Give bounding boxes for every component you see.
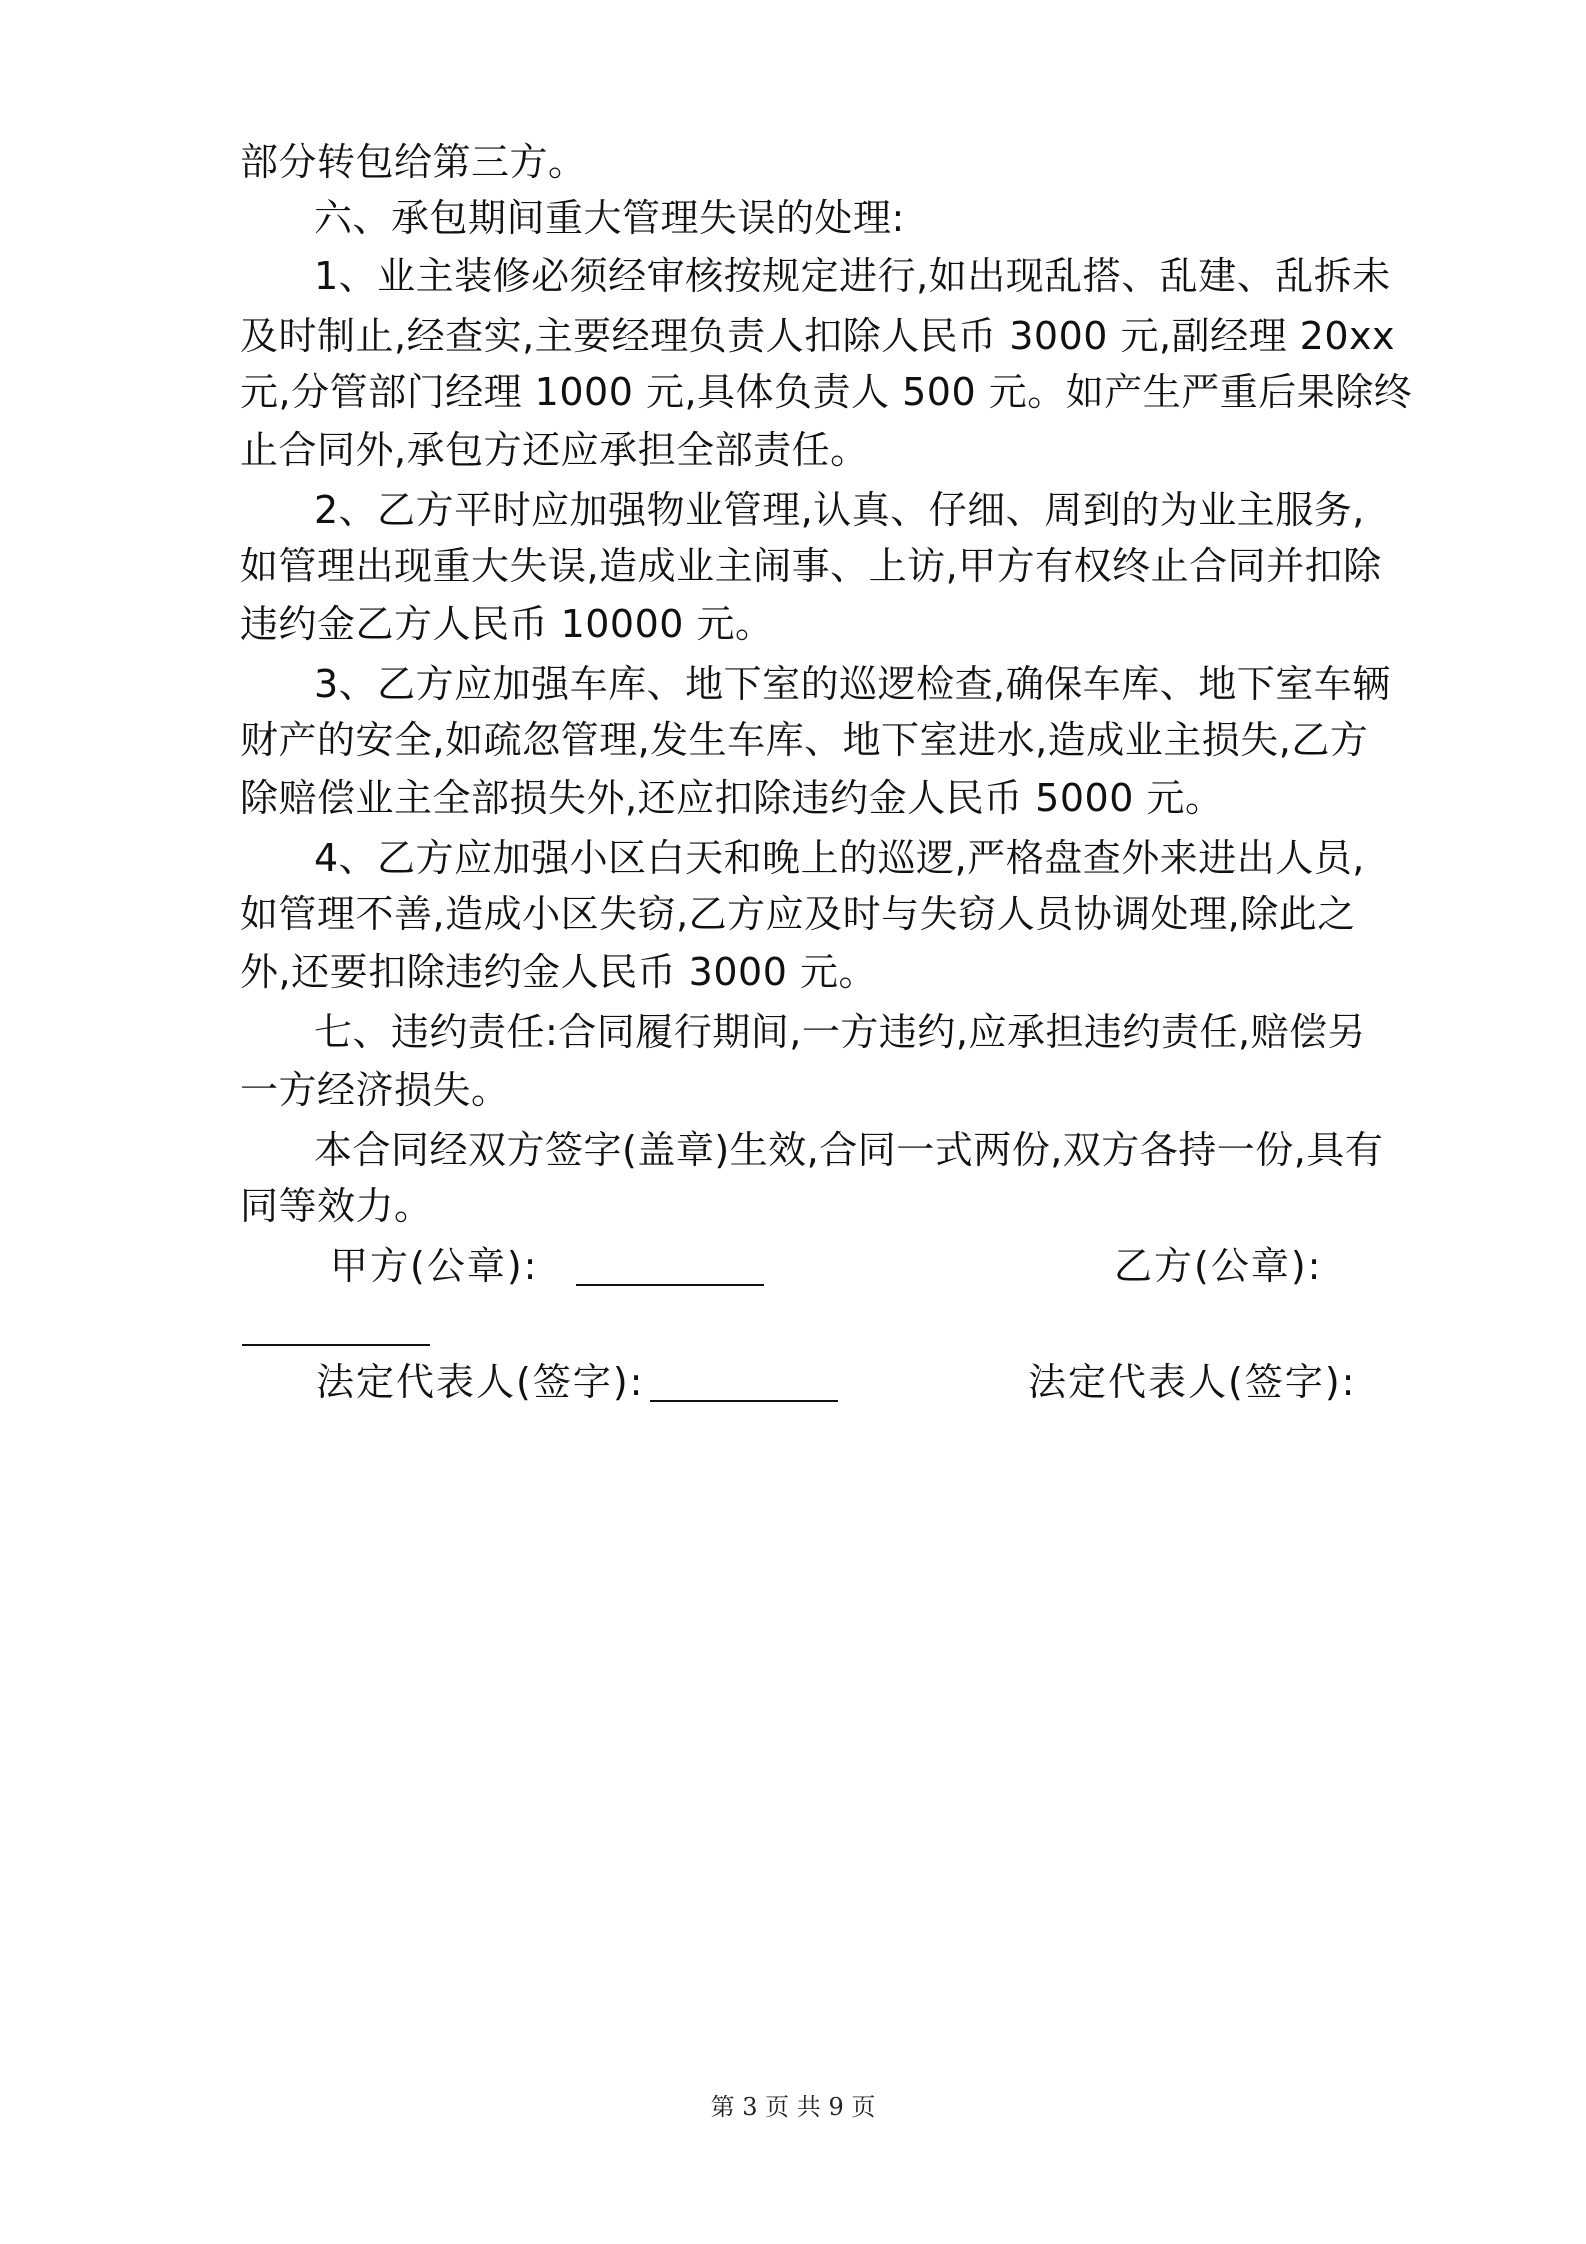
page-number-footer: 第 3 页 共 9 页 xyxy=(710,2093,876,2121)
paragraph-line: 元,分管部门经理 1000 元,具体负责人 500 元。如产生严重后果除终 xyxy=(240,370,1413,414)
paragraph-line: 部分转包给第三方。 xyxy=(240,140,587,184)
paragraph-line: 2、乙方平时应加强物业管理,认真、仔细、周到的为业主服务, xyxy=(314,488,1365,532)
paragraph-line: 除赔偿业主全部损失外,还应扣除违约金人民币 5000 元。 xyxy=(240,776,1224,820)
paragraph-line: 如管理不善,造成小区失窃,乙方应及时与失窃人员协调处理,除此之 xyxy=(240,892,1356,936)
paragraph-line: 及时制止,经查实,主要经理负责人扣除人民币 3000 元,副经理 20xx xyxy=(240,314,1396,358)
paragraph-line: 违约金乙方人民币 10000 元。 xyxy=(240,602,774,646)
section-heading-six: 六、承包期间重大管理失误的处理: xyxy=(314,196,905,240)
paragraph-line: 3、乙方应加强车库、地下室的巡逻检查,确保车库、地下室车辆 xyxy=(314,662,1391,706)
paragraph-line: 同等效力。 xyxy=(240,1184,433,1228)
paragraph-line: 外,还要扣除违约金人民币 3000 元。 xyxy=(240,950,877,994)
party-a-signature-line xyxy=(576,1284,764,1286)
party-b-representative-label: 法定代表人(签字): xyxy=(1028,1360,1357,1404)
paragraph-line: 4、乙方应加强小区白天和晚上的巡逻,严格盘查外来进出人员, xyxy=(314,836,1365,880)
party-a-representative-signature-line xyxy=(650,1400,838,1402)
paragraph-line: 1、业主装修必须经审核按规定进行,如出现乱搭、乱建、乱拆未 xyxy=(314,254,1391,298)
paragraph-line: 财产的安全,如疏忽管理,发生车库、地下室进水,造成业主损失,乙方 xyxy=(240,718,1369,762)
party-a-seal-label: 甲方(公章): xyxy=(330,1244,539,1288)
paragraph-line: 一方经济损失。 xyxy=(240,1068,510,1112)
paragraph-line: 本合同经双方签字(盖章)生效,合同一式两份,双方各持一份,具有 xyxy=(314,1128,1384,1172)
party-b-signature-line xyxy=(242,1344,430,1346)
section-heading-seven: 七、违约责任:合同履行期间,一方违约,应承担违约责任,赔偿另 xyxy=(314,1010,1367,1054)
paragraph-line: 止合同外,承包方还应承担全部责任。 xyxy=(240,428,869,472)
party-b-seal-label: 乙方(公章): xyxy=(1114,1244,1323,1288)
party-a-representative-label: 法定代表人(签字): xyxy=(316,1360,645,1404)
paragraph-line: 如管理出现重大失误,造成业主闹事、上访,甲方有权终止合同并扣除 xyxy=(240,544,1382,588)
